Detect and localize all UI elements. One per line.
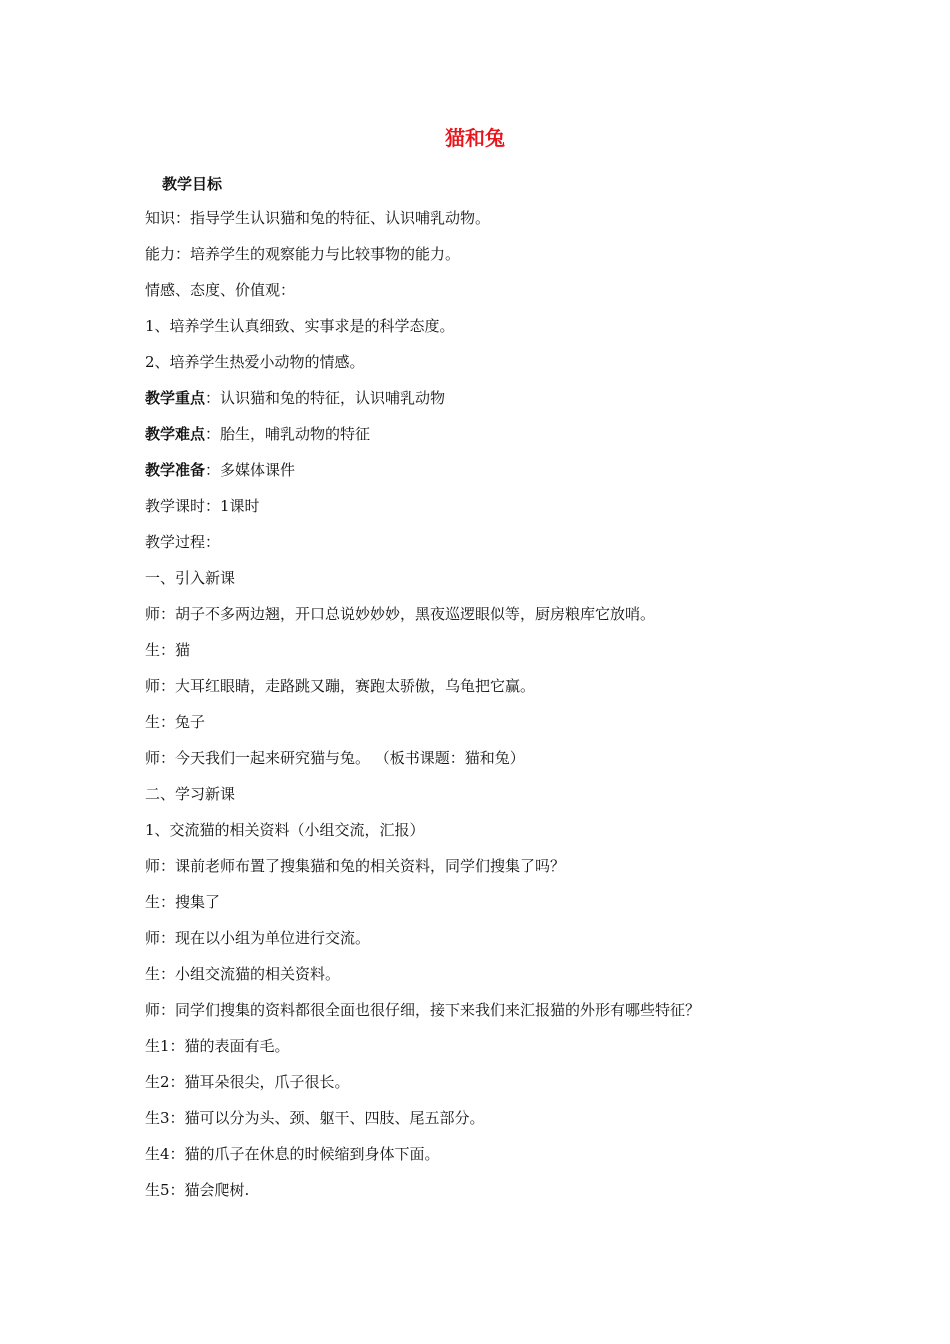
text-line [145, 963, 845, 999]
line-text: ：胎生，哺乳动物的特征 [205, 425, 371, 443]
text-line [145, 459, 845, 495]
text-line [145, 927, 845, 963]
line-text: 生：兔子 [145, 713, 206, 731]
line-text: 生1：猫的表面有毛。 [145, 1037, 290, 1055]
text-line [145, 207, 845, 243]
text-line [145, 891, 845, 927]
line-text: 生：搜集了 [145, 893, 221, 911]
text-line [145, 1035, 845, 1071]
document-body [145, 207, 845, 1215]
line-text: 生4：猫的爪子在休息的时候缩到身体下面。 [145, 1145, 440, 1163]
line-text: 教学过程： [145, 533, 221, 551]
line-text: 师：现在以小组为单位进行交流。 [145, 929, 371, 947]
text-line [145, 387, 845, 423]
text-line [145, 783, 845, 819]
text-line [145, 999, 845, 1035]
line-text: 师：同学们搜集的资料都很全面也很仔细，接下来我们来汇报猫的外形有哪些特征？ [145, 1001, 701, 1019]
line-text: 二、学习新课 [145, 785, 236, 803]
line-text: 师：课前老师布置了搜集猫和兔的相关资料，同学们搜集了吗？ [145, 857, 566, 875]
text-line [145, 243, 845, 279]
text-line [145, 1107, 845, 1143]
text-line [145, 1179, 845, 1215]
line-text: 师：胡子不多两边翘，开口总说妙妙妙，黑夜巡逻眼似等，厨房粮库它放哨。 [145, 605, 656, 623]
line-text: 生3：猫可以分为头、颈、躯干、四肢、尾五部分。 [145, 1109, 485, 1127]
text-line [145, 567, 845, 603]
text-line [145, 1143, 845, 1179]
line-text: 情感、态度、价值观： [145, 281, 296, 299]
line-text: 1、培养学生认真细致、实事求是的科学态度。 [145, 317, 455, 335]
text-line [145, 747, 845, 783]
text-line [145, 711, 845, 747]
line-text: 生2：猫耳朵很尖，爪子很长。 [145, 1073, 350, 1091]
line-text: 知识：指导学生认识猫和兔的特征、认识哺乳动物。 [145, 209, 491, 227]
bold-label: 教学重点 [145, 389, 206, 407]
line-text: 一、引入新课 [145, 569, 236, 587]
line-text: ：多媒体课件 [205, 461, 296, 479]
text-line [145, 351, 845, 387]
line-text: 教学课时：1课时 [145, 497, 260, 515]
bold-label: 教学难点 [145, 425, 206, 443]
line-text: 能力：培养学生的观察能力与比较事物的能力。 [145, 245, 461, 263]
line-text: ：认识猫和兔的特征，认识哺乳动物 [205, 389, 446, 407]
text-line [145, 639, 845, 675]
text-line [145, 675, 845, 711]
line-text: 1、交流猫的相关资料（小组交流，汇报） [145, 821, 425, 839]
document-title: 猫和兔 [445, 126, 505, 150]
section-heading-teaching-goals: 教学目标 [162, 175, 223, 193]
line-text: 2、培养学生热爱小动物的情感。 [145, 353, 365, 371]
line-text: 师：今天我们一起来研究猫与兔。 （板书课题：猫和兔） [145, 749, 525, 767]
text-line [145, 495, 845, 531]
line-text: 生：小组交流猫的相关资料。 [145, 965, 341, 983]
text-line [145, 315, 845, 351]
text-line [145, 279, 845, 315]
line-text: 师：大耳红眼睛，走路跳又蹦，赛跑太骄傲，乌龟把它赢。 [145, 677, 536, 695]
bold-label: 教学准备 [145, 461, 206, 479]
line-text: 生5：猫会爬树. [145, 1181, 250, 1199]
text-line [145, 1071, 845, 1107]
text-line [145, 531, 845, 567]
text-line [145, 855, 845, 891]
text-line [145, 819, 845, 855]
text-line [145, 423, 845, 459]
text-line [145, 603, 845, 639]
line-text: 生：猫 [145, 641, 191, 659]
